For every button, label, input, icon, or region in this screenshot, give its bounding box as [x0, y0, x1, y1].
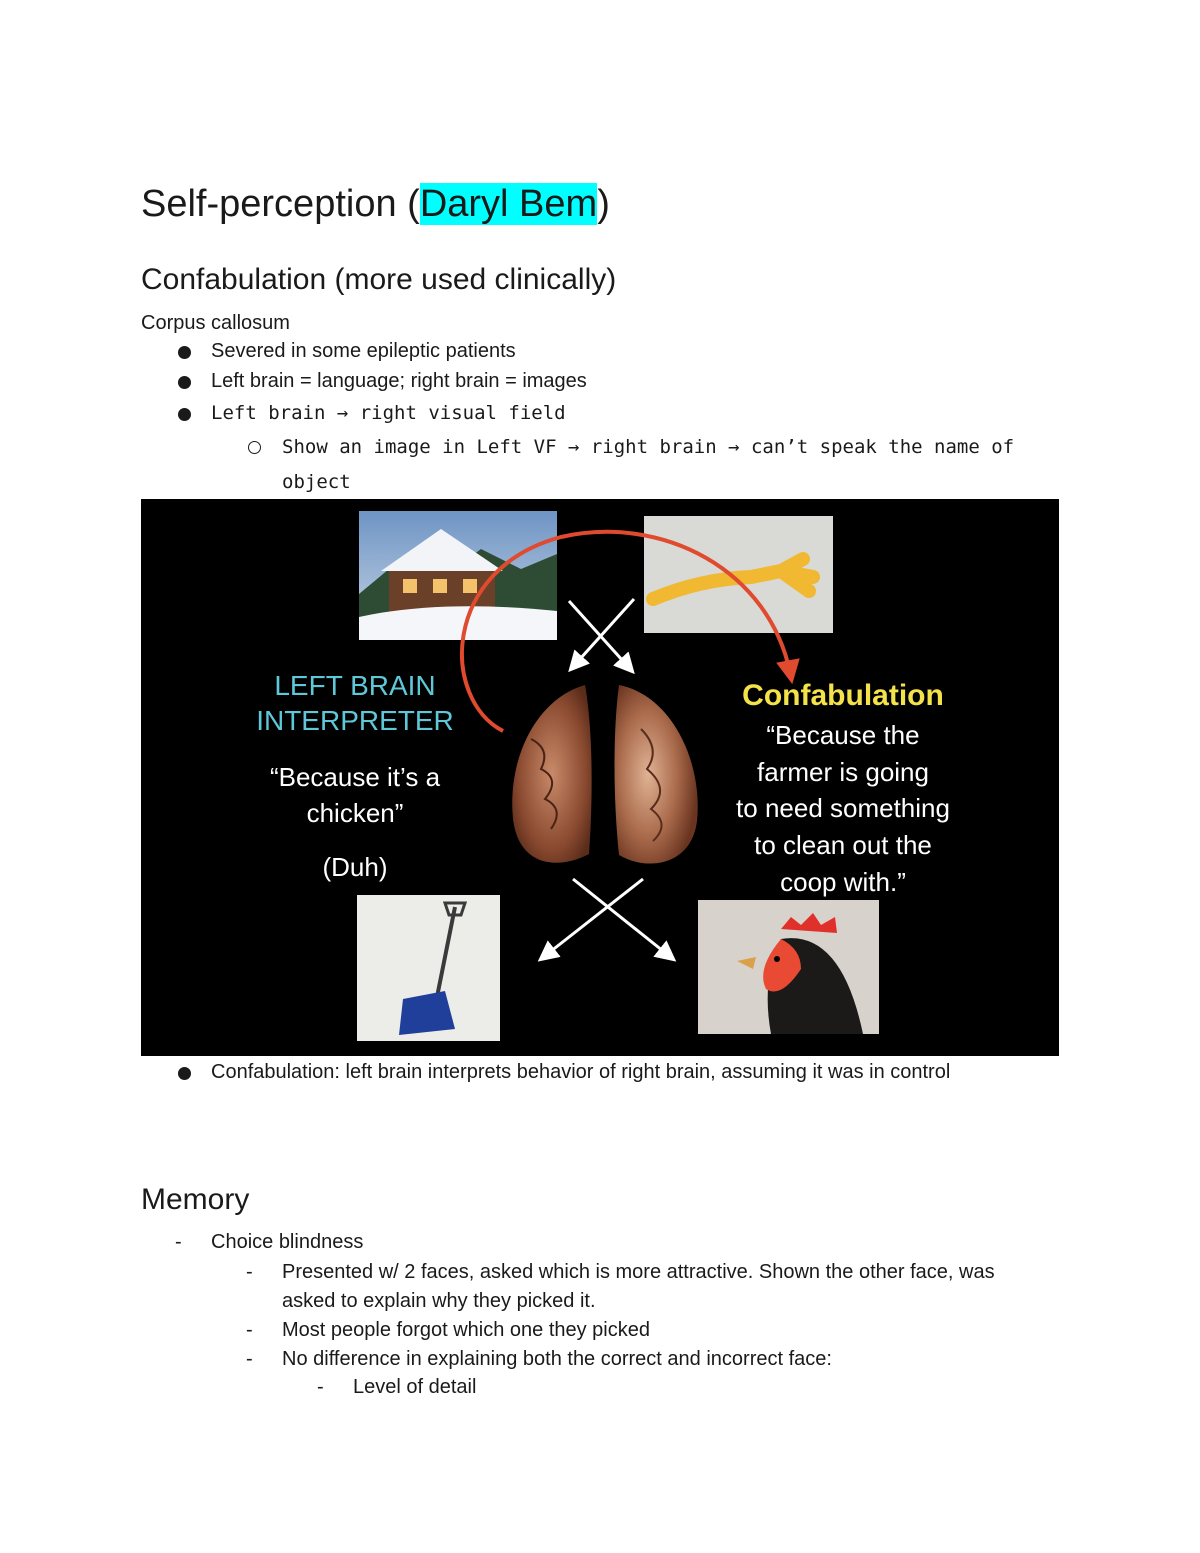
left-quote-line1: “Because it’s a — [269, 762, 441, 792]
cross-arrow-lower-right — [573, 879, 673, 959]
dash-marker: - — [246, 1319, 253, 1341]
memory-sub-item: Most people forgot which one they picked — [282, 1319, 650, 1341]
bullet-text: Left brain = language; right brain = images — [211, 370, 587, 392]
title-highlight: Daryl Bem — [419, 183, 598, 225]
brain-photo — [512, 685, 698, 864]
right-quote-line4: to clean out the — [754, 830, 932, 860]
bullet-text: Confabulation: left brain interprets behavior of right brain, assuming it was in control — [211, 1061, 951, 1083]
chicken-foot-photo — [644, 516, 833, 633]
memory-item: Choice blindness — [211, 1231, 364, 1253]
snow-shovel-photo — [357, 895, 500, 1041]
bullet-text: Severed in some epileptic patients — [211, 340, 516, 362]
bullet-dot — [178, 1067, 191, 1080]
dash-marker: - — [175, 1231, 182, 1253]
title-suffix: ) — [597, 183, 610, 225]
sub-bullet-text: Show an image in Left VF → right brain → can’t speak the name of — [282, 436, 1015, 458]
confabulation-heading: Confabulation (more used clinically) — [141, 263, 617, 296]
memory-heading: Memory — [141, 1183, 250, 1216]
page-title — [141, 178, 610, 230]
right-quote-line2: farmer is going — [757, 757, 929, 787]
bullet-text: Left brain → right visual field — [211, 402, 566, 424]
left-title-line2: INTERPRETER — [256, 705, 454, 736]
left-aside: (Duh) — [322, 852, 388, 882]
cross-arrow-down-left — [571, 599, 634, 669]
sub-bullet-text-cont: object — [282, 471, 351, 493]
bullet-dot — [178, 346, 191, 359]
memory-sub-sub-item: Level of detail — [353, 1376, 477, 1398]
figure-svg — [141, 499, 1059, 1056]
right-quote-line1: “Because the — [766, 720, 920, 750]
split-brain-figure — [141, 499, 1059, 1056]
memory-sub-item: No difference in explaining both the correct and incorrect face: — [282, 1348, 832, 1370]
cross-arrow-lower-left — [541, 879, 643, 959]
left-title-line1: LEFT BRAIN — [274, 670, 436, 701]
dash-marker: - — [317, 1376, 324, 1398]
left-quote-line2: chicken” — [306, 798, 404, 828]
rooster-photo — [698, 900, 879, 1034]
right-title: Confabulation — [742, 679, 944, 712]
memory-sub-item: Presented w/ 2 faces, asked which is more attractive. Shown the other face, was — [282, 1261, 995, 1283]
bullet-dot — [178, 408, 191, 421]
corpus-callosum-label: Corpus callosum — [141, 312, 290, 334]
memory-sub-item-cont: asked to explain why they picked it. — [282, 1290, 596, 1312]
dash-marker: - — [246, 1348, 253, 1370]
sub-bullet-ring — [248, 441, 261, 454]
right-quote-line3: to need something — [736, 793, 950, 823]
bullet-dot — [178, 376, 191, 389]
dash-marker: - — [246, 1261, 253, 1283]
right-quote-line5: coop with.” — [780, 867, 906, 897]
title-prefix: Self-perception ( — [141, 183, 420, 225]
snow-house-photo — [359, 511, 557, 640]
